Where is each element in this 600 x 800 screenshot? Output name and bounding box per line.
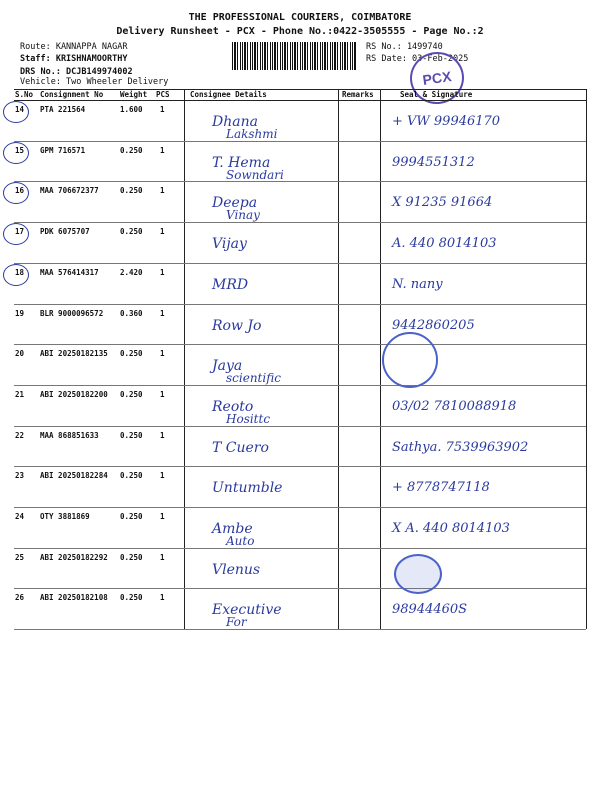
row-rule: [14, 181, 586, 182]
row-consignment: ABI 20250182135: [40, 349, 108, 359]
row-consignee-line2: Hosittc: [226, 411, 271, 426]
row-sno: 19: [15, 308, 25, 318]
vehicle-label: Vehicle: Two Wheeler Delivery: [20, 77, 169, 87]
row-weight: 0.250: [120, 186, 143, 196]
row-pcs: 1: [160, 227, 165, 237]
row-sno: 17: [15, 227, 25, 237]
staff-label: Staff: KRISHNAMOORTHY: [20, 54, 128, 64]
row-consignee-line2: scientific: [226, 371, 281, 386]
row-consignment: GPM 716571: [40, 145, 86, 155]
pcx-stamp: PCX: [407, 48, 468, 107]
row-sno: 21: [15, 389, 25, 399]
row-pcs: 1: [160, 512, 165, 521]
company-seal: [382, 332, 438, 388]
row-consignee-line1: Deepa: [212, 195, 258, 212]
row-weight: 0.250: [120, 349, 143, 359]
row-consignee-line1: T Cuero: [212, 439, 269, 456]
col-consignment: Consignment No: [40, 90, 104, 99]
route-label: Route: KANNAPPA NAGAR: [20, 42, 128, 52]
row-pcs: 1: [160, 267, 165, 277]
row-signature: X 91235 91664: [392, 195, 493, 211]
row-signature: A. 440 8014103: [392, 236, 497, 252]
row-consignee-line1: Dhana: [212, 114, 258, 130]
row-pcs: 1: [160, 145, 165, 155]
row-weight: 0.250: [120, 430, 143, 440]
row-consignee-line2: Vinay: [226, 208, 260, 223]
row-weight: 0.250: [120, 471, 143, 481]
column-divider: [586, 89, 587, 629]
row-signature: 9442860205: [392, 317, 475, 333]
row-consignment: PDK 6075707: [40, 227, 90, 237]
row-pcs: 1: [160, 389, 165, 399]
row-signature: N. nany: [392, 276, 443, 292]
row-weight: 0.250: [120, 512, 143, 521]
row-weight: 0.250: [120, 227, 143, 237]
row-weight: 2.420: [120, 267, 143, 277]
row-sno: 15: [15, 145, 25, 155]
rs-no-label: RS No.: 1499740: [366, 42, 443, 52]
row-consignment: MAA 706672377: [40, 186, 99, 196]
row-pcs: 1: [160, 308, 165, 318]
row-rule: [14, 344, 586, 345]
row-consignee-line1: Executive: [212, 602, 282, 619]
row-mark: [3, 223, 29, 245]
row-consignee-line1: Ambe: [212, 521, 253, 537]
row-sno: 22: [15, 430, 25, 440]
runsheet-title: Delivery Runsheet - PCX - Phone No.:0422-3505555 - Page No.:2: [116, 26, 484, 37]
row-sno: 18: [15, 267, 25, 277]
row-consignment: MAA 868851633: [40, 430, 99, 440]
row-consignment: ABI 20250182108: [40, 593, 108, 603]
col-remarks: Remarks: [342, 90, 374, 99]
row-consignee-line1: Untumble: [212, 480, 283, 497]
row-rule: [14, 385, 586, 386]
row-consignment: ABI 20250182200: [40, 389, 108, 399]
row-sno: 24: [15, 512, 25, 521]
row-rule: [14, 629, 586, 630]
row-consignee-line2: Auto: [226, 534, 255, 548]
row-consignee-line1: T. Hema: [212, 154, 271, 171]
row-rule: [14, 263, 586, 264]
row-consignment: PTA 221564: [40, 105, 86, 114]
row-signature: + VW 99946170: [392, 114, 501, 129]
row-signature: 9994551312: [392, 154, 475, 170]
row-sno: 26: [15, 593, 25, 603]
col-consignee: Consignee Details: [190, 90, 267, 99]
row-consignee-line1: Row Jo: [212, 317, 262, 334]
table-header-rule: [14, 100, 586, 101]
row-sno: 14: [15, 105, 25, 114]
drs-label: DRS No.: DCJB149974002: [20, 67, 133, 77]
row-consignee-line1: MRD: [212, 276, 249, 293]
row-consignee-line1: Jaya: [212, 358, 243, 375]
row-sno: 23: [15, 471, 25, 481]
row-mark: [3, 142, 29, 164]
row-consignee-line1: Vlenus: [212, 561, 261, 578]
row-sno: 16: [15, 186, 25, 196]
row-mark: [3, 264, 29, 286]
row-weight: 0.250: [120, 552, 143, 562]
col-pcs: PCS: [156, 90, 170, 99]
row-pcs: 1: [160, 430, 165, 440]
row-consignment: ABI 20250182292: [40, 552, 108, 562]
company-seal: [394, 554, 442, 594]
row-consignee-line2: Lakshmi: [226, 127, 278, 141]
row-consignee-line1: Vijay: [212, 236, 247, 253]
col-seal: Seal & Signature: [400, 90, 473, 99]
row-weight: 1.600: [120, 105, 143, 114]
row-consignment: MAA 576414317: [40, 267, 99, 277]
row-weight: 0.250: [120, 389, 143, 399]
row-rule: [14, 588, 586, 589]
col-weight: Weight: [120, 90, 148, 99]
row-consignment: OTY 3881869: [40, 512, 90, 521]
row-consignee-line2: For: [226, 615, 247, 630]
row-signature: Sathya. 7539963902: [392, 439, 529, 455]
row-sno: 20: [15, 349, 25, 359]
row-consignment: ABI 20250182284: [40, 471, 108, 481]
row-consignee-line2: Sowndari: [226, 167, 284, 182]
rs-date-label: RS Date: 03-Feb-2025: [366, 54, 469, 64]
row-rule: [14, 141, 586, 142]
row-rule: [14, 426, 586, 427]
row-weight: 0.360: [120, 308, 143, 318]
row-consignee-line1: Reoto: [212, 398, 254, 415]
row-signature: X A. 440 8014103: [392, 521, 510, 536]
row-rule: [14, 222, 586, 223]
row-rule: [14, 507, 586, 508]
row-rule: [14, 548, 586, 549]
company-title: THE PROFESSIONAL COURIERS, COIMBATORE: [188, 12, 412, 23]
row-consignment: BLR 9000096572: [40, 308, 104, 318]
row-weight: 0.250: [120, 593, 143, 603]
row-pcs: 1: [160, 593, 165, 603]
col-sno: S.No: [15, 90, 34, 99]
row-sno: 25: [15, 552, 25, 562]
row-pcs: 1: [160, 471, 165, 481]
table-top-rule: [14, 89, 586, 90]
row-signature: + 8778747118: [392, 480, 490, 496]
row-pcs: 1: [160, 186, 165, 196]
row-pcs: 1: [160, 349, 165, 359]
row-mark: [3, 182, 29, 204]
row-rule: [14, 304, 586, 305]
barcode: [232, 42, 356, 70]
row-signature: 98944460S: [392, 602, 468, 618]
row-mark: [3, 101, 29, 123]
row-weight: 0.250: [120, 145, 143, 155]
row-rule: [14, 466, 586, 467]
row-pcs: 1: [160, 105, 165, 114]
row-signature: 03/02 7810088918: [392, 398, 517, 414]
row-pcs: 1: [160, 552, 165, 562]
